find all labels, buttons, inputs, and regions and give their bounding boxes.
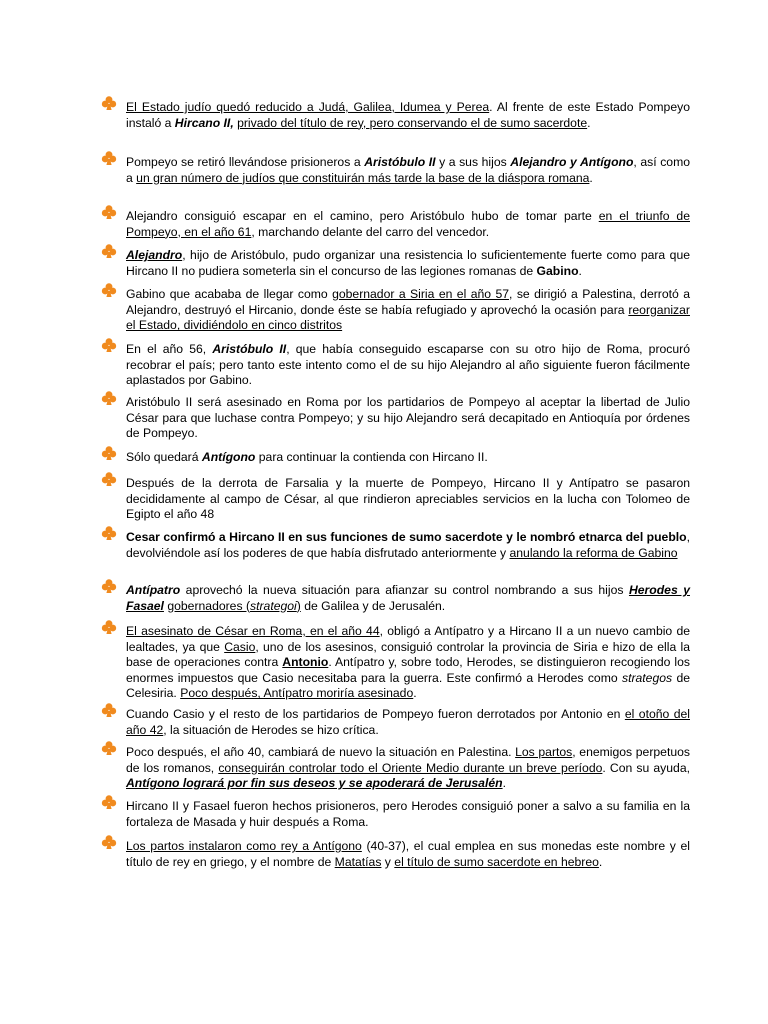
paragraph: [126, 342, 690, 389]
text-run: de Galilea y de Jerusalén.: [300, 598, 446, 613]
paragraph-text: [126, 583, 690, 614]
text-run: Matatías: [334, 854, 382, 869]
text-run: . Al frente de este Estado Pompeyo instaló a: [126, 100, 690, 130]
text-run: Los partos instalaron como rey a Antígono: [126, 839, 362, 853]
text-run: , hijo de Aristóbulo, pudo organizar una resistencia lo suficientemente fuerte como para que Hircano II no pudiera someterla sin el concurso de las legiones romanas de: [126, 248, 690, 278]
text-run: Aristóbulo II será asesinado en Roma por los partidarios de Pompeyo al aceptar la libertad de Julio César para que luchase contra Pompeyo; y su hijo Alejandro será decapitado en Antioquía por órdenes de Pompeyo.: [126, 395, 690, 441]
paragraph-text: [126, 707, 690, 738]
text-run: , obligó a Antípatro y a Hircano II a un nuevo cambio de lealtades, ya que: [126, 624, 691, 654]
paragraph: [126, 287, 690, 334]
paragraph-text: [126, 530, 690, 561]
text-run: .: [589, 170, 593, 185]
paragraph: [126, 100, 690, 131]
text-run: y a sus hijos: [435, 155, 511, 169]
text-run: Gabino: [536, 263, 579, 278]
text-run: Poco después, el año 40, cambiará de nuevo la situación en Palestina.: [126, 745, 516, 759]
text-run: . Antípatro y, sobre todo, Herodes, se distinguieron recogiendo los enormes impuestos que Casio necesitaba para la guerra. Este confirmó a Herodes como: [126, 655, 690, 685]
text-run: Sólo quedará: [126, 450, 202, 464]
text-run: en el triunfo de Pompeyo, en el año 61: [126, 209, 690, 239]
paragraph: [126, 707, 690, 738]
text-run: En el año 56,: [126, 342, 213, 356]
club-icon: [101, 702, 117, 718]
paragraph: [126, 583, 690, 614]
club-icon: [101, 337, 117, 353]
paragraph: [126, 476, 690, 523]
text-run: Pompeyo se retiró llevándose prisioneros a: [126, 155, 365, 169]
text-run: .: [413, 686, 417, 701]
text-run: conseguirán controlar todo el Oriente Medio durante un breve período: [218, 760, 603, 775]
club-icon: [101, 578, 117, 594]
text-run: .: [598, 854, 603, 869]
text-run: el título de sumo sacerdote en hebreo: [394, 854, 599, 869]
text-run: .: [587, 115, 591, 130]
club-icon: [101, 471, 117, 487]
text-run: , uno de los asesinos, consiguió controlar la provincia de Siria e hizo de ella la base de operaciones contra: [126, 639, 690, 670]
paragraph-text: [126, 100, 690, 131]
text-run: gobernadores (: [167, 598, 251, 613]
club-icon: [101, 525, 117, 541]
text-run: privado del título de rey, pero conservando el de sumo sacerdote: [237, 115, 588, 130]
text-run: Herodes y Fasael: [126, 583, 690, 613]
text-run: Antonio: [282, 655, 329, 670]
paragraph: [126, 450, 690, 466]
text-run: El asesinato de César en Roma, en el año 44: [126, 624, 380, 638]
text-run: Cesar confirmó a Hircano II en sus funciones de sumo sacerdote y le nombró etnarca del pueblo: [126, 530, 687, 544]
club-icon: [101, 390, 117, 406]
club-icon: [101, 243, 117, 259]
text-run: , marchando delante del carro del vencedor.: [251, 224, 490, 239]
text-run: Hircano II y Fasael fueron hechos prisioneros, pero Herodes consiguió poner a salvo a su familia en la fortaleza de Masada y huir después a Roma.: [126, 799, 690, 829]
club-icon: [101, 282, 117, 298]
text-run: Aristóbulo II: [212, 342, 287, 356]
paragraph-text: [126, 476, 690, 523]
club-icon: [101, 445, 117, 461]
text-run: .: [578, 263, 582, 278]
paragraph: [126, 745, 690, 792]
text-run: , que había conseguido escaparse con su otro hijo de Roma, procuró recobrar el país; pero tanto este intento como el de su hijo Alejandro al año siguiente fueron fácilmente aplastados por Gabino.: [126, 342, 691, 388]
paragraph: [126, 799, 690, 830]
text-run: (40-37), el cual emplea en sus monedas este nombre y el título de rey en griego, y el nombre de: [126, 839, 690, 869]
text-run: strategos: [621, 670, 673, 685]
text-run: un gran número de judíos que constituirán más tarde la base de la diáspora romana: [136, 170, 590, 185]
club-icon: [101, 95, 117, 111]
paragraph-text: [126, 745, 690, 792]
text-run: Poco después, Antípatro moriría asesinado: [180, 686, 414, 701]
text-run: Los partos: [515, 745, 573, 759]
paragraph-text: [126, 248, 690, 279]
text-run: de Celesiria.: [126, 670, 690, 701]
club-icon: [101, 740, 117, 756]
text-run: strategoi: [250, 598, 297, 613]
text-run: El Estado judío quedó reducido a Judá, Galilea, Idumea y Perea: [126, 100, 490, 114]
text-run: y: [381, 854, 395, 869]
paragraph-text: [126, 155, 690, 186]
paragraph: [126, 839, 690, 870]
text-run: , así como a: [126, 155, 691, 185]
text-run: Alejandro y Antígono: [510, 155, 634, 169]
text-run: Antípatro: [126, 583, 181, 597]
paragraph: [126, 248, 690, 279]
text-run: ): [296, 598, 301, 613]
text-run: Antígono logrará por fin sus deseos y se apoderará de Jerusalén: [126, 776, 503, 791]
text-run: . Con su ayuda,: [602, 760, 690, 775]
text-run: gobernador a Siria en el año 57: [332, 287, 510, 301]
club-icon: [101, 150, 117, 166]
text-run: , la situación de Herodes se hizo crítica.: [163, 722, 379, 737]
paragraph: [126, 624, 690, 702]
text-run: Antígono: [201, 450, 256, 464]
club-icon: [101, 204, 117, 220]
text-run: Aristóbulo II: [364, 155, 436, 169]
text-run: Cuando Casio y el resto de los partidarios de Pompeyo fueron derrotados por Antonio en: [126, 707, 625, 721]
text-run: Hircano II,: [174, 115, 234, 130]
text-run: reorganizar el Estado, dividiéndolo en cinco distritos: [126, 302, 690, 333]
text-run: el otoño del año 42: [126, 707, 690, 737]
text-run: Casio: [224, 639, 256, 654]
paragraph-text: [126, 450, 690, 466]
text-run: Después de la derrota de Farsalia y la muerte de Pompeyo, Hircano II y Antípatro se pasaron decididamente al campo de César, al que rindieron apreciables servicios en la lucha con Tolomeo de Egipto el año 48: [126, 476, 690, 522]
text-run: Alejandro: [126, 248, 183, 262]
club-icon: [101, 834, 117, 850]
paragraph: [126, 209, 690, 240]
paragraph-text: [126, 287, 690, 334]
paragraph-text: [126, 839, 690, 870]
text-run: aprovechó la nueva situación para afianzar su control nombrando a sus hijos: [180, 583, 629, 597]
text-run: Alejandro consiguió escapar en el camino, pero Aristóbulo hubo de tomar parte: [126, 209, 599, 223]
club-icon: [101, 794, 117, 810]
paragraph: [126, 395, 690, 442]
text-run: , se dirigió a Palestina, derrotó a Alejandro, destruyó el Hircanio, donde éste se había refugiado y aprovechó la ocasión para: [126, 287, 690, 317]
text-run: Gabino que acababa de llegar como: [126, 287, 333, 301]
paragraph-text: [126, 395, 690, 442]
paragraph-text: [126, 342, 690, 389]
paragraph-text: [126, 799, 690, 830]
club-icon: [101, 619, 117, 635]
text-run: , enemigos perpetuos de los romanos,: [126, 745, 690, 775]
text-run: , devolviéndole así los poderes de que había disfrutado anteriormente y: [126, 530, 690, 560]
paragraph-text: [126, 624, 690, 702]
text-run: anulando la reforma de Gabino: [509, 545, 678, 560]
text-run: para continuar la contienda con Hircano II.: [255, 450, 488, 464]
paragraph-text: [126, 209, 690, 240]
paragraph: [126, 155, 690, 186]
text-run: .: [502, 776, 506, 791]
paragraph: [126, 530, 690, 561]
